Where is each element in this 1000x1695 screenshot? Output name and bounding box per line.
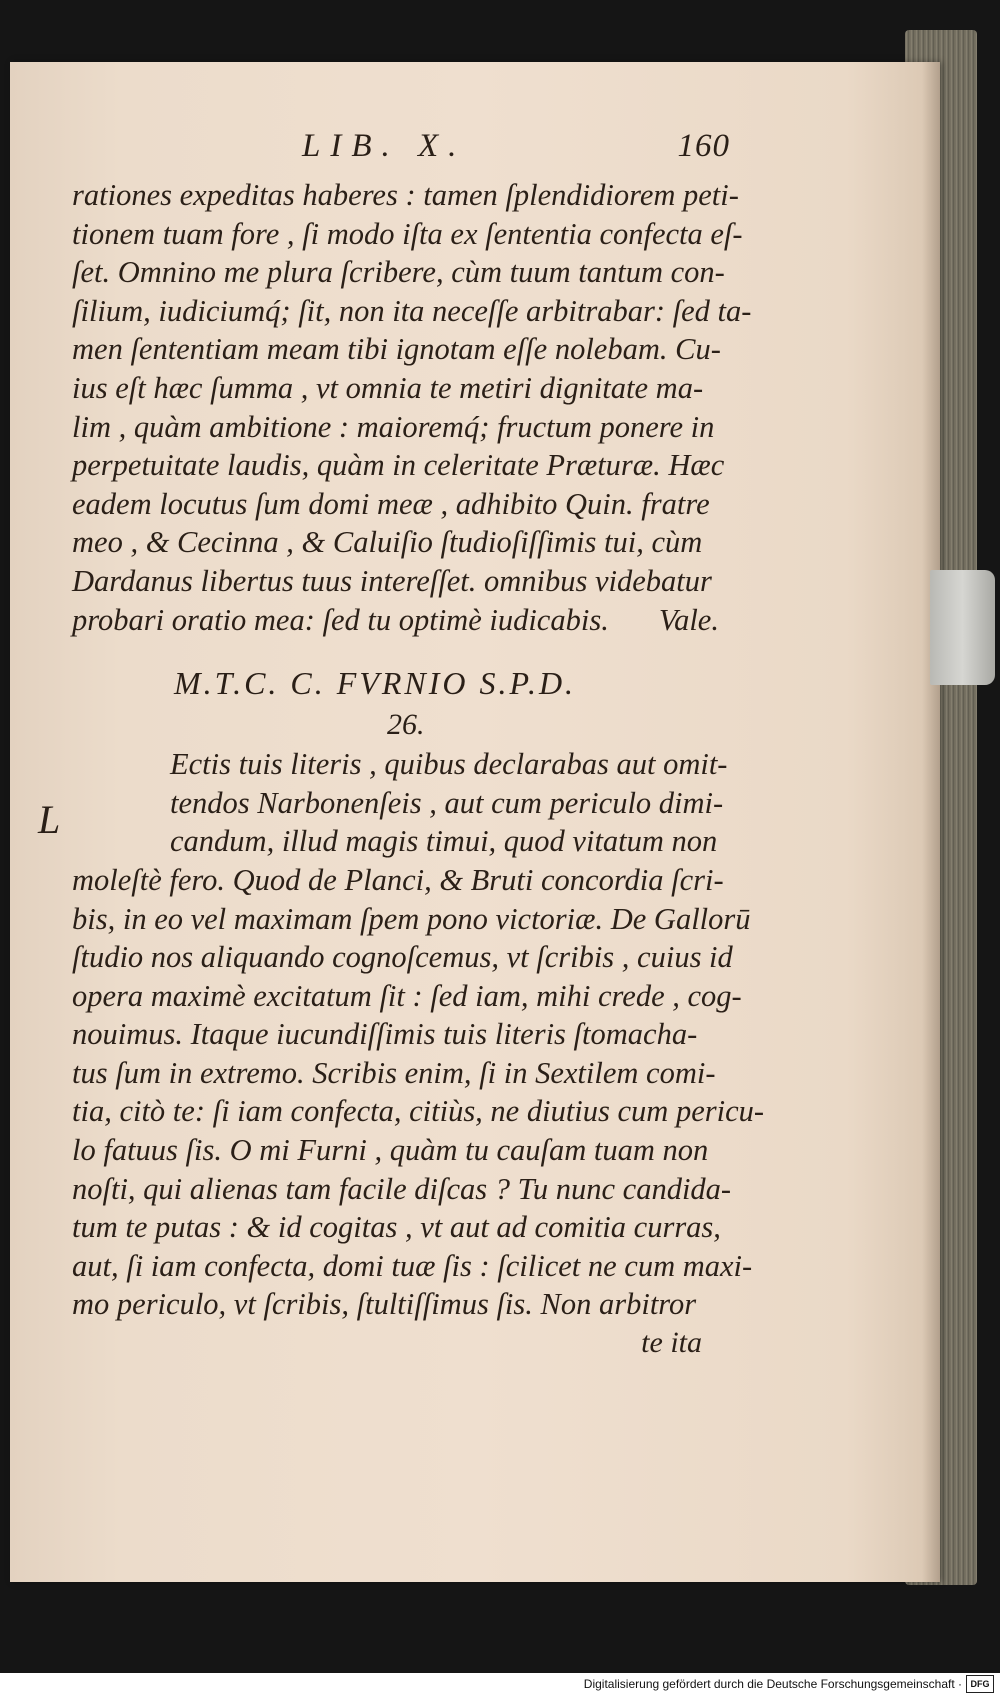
text-line: ſilium, iudiciumq́; ſit, non ita neceſſe arbitrabar: ſed ta- (72, 293, 752, 328)
text-line: nouimus. Itaque iucundiſſimis tuis literis ſtomacha- (72, 1017, 698, 1052)
text-line: eadem locutus ſum domi meæ , adhibito Quin. fratre (72, 486, 710, 521)
text-line: ſet. Omnino me plura ſcribere, cùm tuum tantum con- (72, 255, 725, 290)
dfg-logo: DFG (966, 1675, 994, 1693)
running-header (72, 128, 762, 176)
letter-number: 26. (387, 708, 425, 742)
digitization-footer (0, 1673, 1000, 1695)
text-line: aut, ſi iam confecta, domi tuæ ſis : ſcilicet ne cum maxi- (72, 1248, 753, 1283)
text-line: lim , quàm ambitione : maioremq́; fructum ponere in (72, 409, 715, 444)
letter-heading: M.T.C. C. FVRNIO S.P.D. (174, 665, 577, 702)
text-line: tum te putas : & id cogitas , vt aut ad comitia curras, (72, 1210, 721, 1245)
text-line: Dardanus libertus tuus intereſſet. omnibus videbatur (72, 563, 712, 598)
text-line: meo , & Cecinna , & Caluiſio ſtudioſiſſimis tui, cùm (72, 525, 703, 560)
catchword: te ita (641, 1326, 702, 1360)
page-edge-shadow (922, 62, 940, 1582)
running-head: LIB. X. (302, 128, 467, 164)
text-line: noſti, qui alienas tam facile diſcas ? Tu nunc candida- (72, 1171, 732, 1206)
page-text (72, 128, 765, 1363)
letter-1 (72, 176, 762, 639)
text-line: tia, citò te: ſi iam confecta, citiùs, ne diutius cum pericu- (72, 1094, 765, 1129)
text-line: Ectis tuis literis , quibus declarabas aut omit- (170, 747, 728, 782)
text-line (72, 601, 719, 640)
text-line: moleſtè fero. Quod de Planci, & Bruti concordia ſcri- (72, 862, 724, 897)
text-line: men ſententiam meam tibi ignotam eſſe nolebam. Cu- (72, 332, 721, 367)
text-line: candum, illud magis timui, quod vitatum non (170, 824, 718, 859)
text-line: bis, in eo vel maximam ſpem pono victoriæ. De Gallorū (72, 901, 751, 936)
drop-cap: L (38, 797, 61, 842)
text-line: rationes expeditas haberes : tamen ſplendidiorem peti- (72, 178, 739, 212)
funding-credit: Digitalisierung gefördert durch die Deutsche Forschungsgemeinschaft · (583, 1677, 962, 1691)
text-line: tendos Narbonenſeis , aut cum periculo dimi- (170, 785, 724, 820)
text-line: lo fatuus ſis. O mi Furni , quàm tu cauſam tuam non (72, 1133, 709, 1168)
page-number: 160 (677, 128, 730, 164)
text-line: ius eſt hæc ſumma , vt omnia te metiri dignitate ma- (72, 370, 704, 405)
text-line: tus ſum in extremo. Scribis enim, ſi in Sextilem comi- (72, 1055, 716, 1090)
text-line: tionem tuam fore , ſi modo iſta ex ſententia confecta eſ- (72, 216, 743, 251)
text-line-content: probari oratio mea: ſed tu optimè iudicabis. (72, 602, 609, 637)
text-line: opera maximè excitatum ſit : ſed iam, mihi crede , cog- (72, 978, 742, 1013)
text-line: ſtudio nos aliquando cognoſcemus, vt ſcribis , cuius id (72, 940, 733, 975)
bookmark-tab (930, 570, 995, 685)
text-line: mo periculo, vt ſcribis, ſtultiſſimus ſis. Non arbitror (72, 1287, 697, 1322)
text-line: perpetuitate laudis, quàm in celeritate Præturæ. Hæc (72, 448, 725, 483)
letter-closing: Vale. (658, 602, 719, 637)
letter-2 (72, 745, 765, 1324)
